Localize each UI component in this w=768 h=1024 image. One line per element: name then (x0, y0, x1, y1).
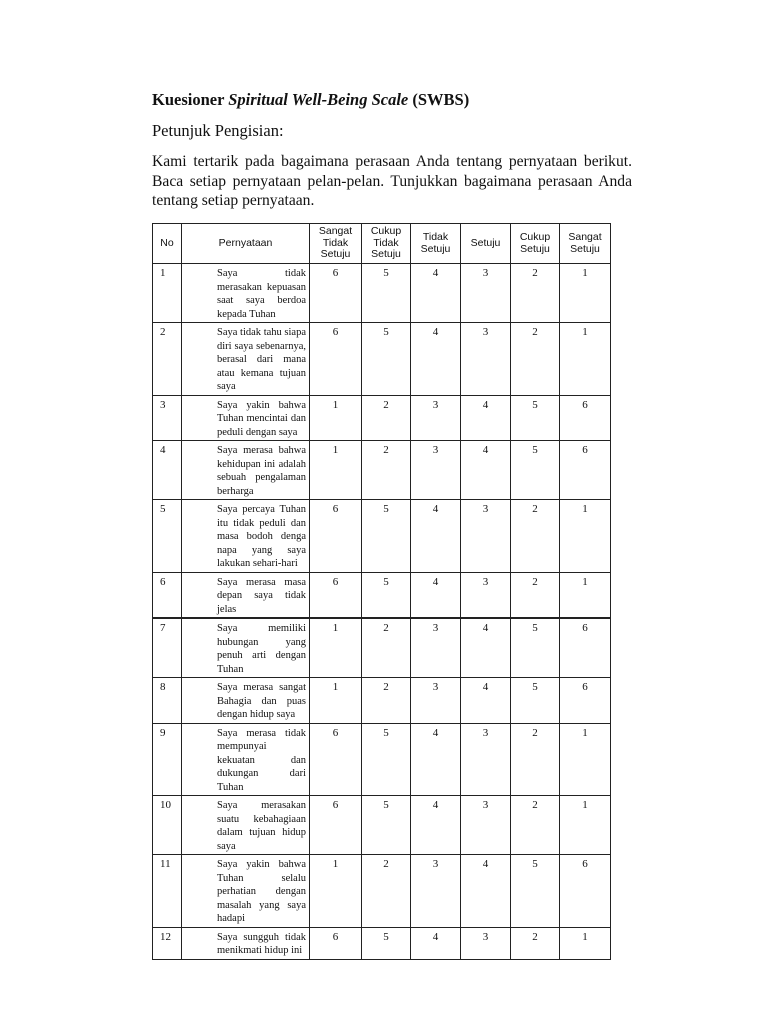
score-cell: 3 (411, 855, 461, 928)
score-cell: 1 (560, 796, 611, 855)
questionnaire-table (152, 223, 611, 960)
score-cell: 5 (511, 441, 560, 500)
score-cell: 2 (362, 441, 411, 500)
score-cell: 5 (362, 323, 411, 396)
column-header-cukup-tidak-setuju: Cukup Tidak Setuju (362, 224, 411, 264)
statement-cell: Saya merasa masa depan saya tidak jelas (182, 572, 310, 618)
statement-cell: Saya tidak tahu siapa diri saya sebenarnya, berasal dari mana atau kemana tujuan saya (182, 323, 310, 396)
score-cell: 2 (511, 500, 560, 573)
score-cell: 1 (310, 441, 362, 500)
score-cell: 5 (362, 500, 411, 573)
score-cell: 3 (411, 441, 461, 500)
score-cell: 4 (461, 441, 511, 500)
table-row (153, 855, 611, 928)
column-header-sangat-setuju: Sangat Setuju (560, 224, 611, 264)
table-row (153, 572, 611, 618)
score-cell: 2 (511, 323, 560, 396)
score-cell: 5 (511, 395, 560, 441)
score-cell: 5 (511, 618, 560, 678)
title-scale-name: Spiritual Well-Being Scale (228, 90, 409, 109)
column-header-tidak-setuju: Tidak Setuju (411, 224, 461, 264)
score-cell: 6 (310, 723, 362, 796)
score-cell: 6 (310, 796, 362, 855)
score-cell: 4 (411, 796, 461, 855)
table-row (153, 500, 611, 573)
score-cell: 6 (560, 678, 611, 724)
column-header-no: No (153, 224, 182, 264)
score-cell: 1 (560, 572, 611, 618)
score-cell: 6 (560, 395, 611, 441)
row-number: 3 (153, 395, 182, 441)
score-cell: 3 (461, 500, 511, 573)
score-cell: 6 (310, 500, 362, 573)
statement-cell: Saya yakin bahwa Tuhan selalu perhatian dengan masalah yang saya hadapi (182, 855, 310, 928)
score-cell: 6 (310, 323, 362, 396)
row-number: 5 (153, 500, 182, 573)
score-cell: 1 (560, 323, 611, 396)
score-cell: 2 (362, 855, 411, 928)
score-cell: 4 (461, 395, 511, 441)
score-cell: 4 (411, 323, 461, 396)
score-cell: 3 (411, 678, 461, 724)
statement-cell: Saya merasa tidak mempunyai kekuatan dan dukungan dari Tuhan (182, 723, 310, 796)
row-number: 11 (153, 855, 182, 928)
table-row (153, 264, 611, 323)
score-cell: 1 (310, 618, 362, 678)
table-row (153, 395, 611, 441)
title-prefix: Kuesioner (152, 90, 229, 109)
score-cell: 2 (511, 796, 560, 855)
score-cell: 5 (362, 572, 411, 618)
row-number: 9 (153, 723, 182, 796)
score-cell: 1 (560, 723, 611, 796)
row-number: 8 (153, 678, 182, 724)
table-row (153, 796, 611, 855)
score-cell: 1 (560, 500, 611, 573)
column-header-cukup-setuju: Cukup Setuju (511, 224, 560, 264)
score-cell: 2 (362, 618, 411, 678)
statement-cell: Saya memiliki hubungan yang penuh arti dengan Tuhan (182, 618, 310, 678)
score-cell: 4 (411, 723, 461, 796)
score-cell: 1 (560, 264, 611, 323)
row-number: 1 (153, 264, 182, 323)
score-cell: 6 (310, 264, 362, 323)
score-cell: 5 (511, 678, 560, 724)
score-cell: 6 (310, 572, 362, 618)
row-number: 6 (153, 572, 182, 618)
score-cell: 2 (511, 264, 560, 323)
score-cell: 2 (511, 723, 560, 796)
score-cell: 4 (461, 855, 511, 928)
row-number: 10 (153, 796, 182, 855)
score-cell: 5 (511, 855, 560, 928)
score-cell: 3 (461, 264, 511, 323)
instructions-heading: Petunjuk Pengisian: (152, 121, 284, 140)
score-cell: 2 (511, 572, 560, 618)
statement-cell: Saya merasakan suatu kebahagiaan dalam tujuan hidup saya (182, 796, 310, 855)
page-title (152, 90, 469, 110)
score-cell: 5 (362, 796, 411, 855)
score-cell: 3 (461, 723, 511, 796)
header-row (153, 224, 611, 264)
table-row (153, 927, 611, 959)
score-cell: 4 (411, 572, 461, 618)
score-cell: 1 (310, 855, 362, 928)
statement-cell: Saya tidak merasakan kepuasan saat saya berdoa kepada Tuhan (182, 264, 310, 323)
score-cell: 4 (461, 678, 511, 724)
score-cell: 4 (461, 618, 511, 678)
score-cell: 3 (461, 796, 511, 855)
score-cell: 6 (310, 927, 362, 959)
score-cell: 3 (411, 618, 461, 678)
table-row (153, 723, 611, 796)
row-number: 7 (153, 618, 182, 678)
table-row (153, 441, 611, 500)
statement-cell: Saya merasa bahwa kehidupan ini adalah sebuah pengalaman berharga (182, 441, 310, 500)
score-cell: 6 (560, 618, 611, 678)
score-cell: 5 (362, 264, 411, 323)
statement-cell: Saya sungguh tidak menikmati hidup ini (182, 927, 310, 959)
score-cell: 4 (411, 927, 461, 959)
instructions-text: Kami tertarik pada bagaimana perasaan Anda tentang pernyataan berikut. Baca setiap pernyataan pelan-pelan. Tunjukkan bagaimana perasaan Anda tentang setiap pernyataan. (152, 153, 632, 209)
statement-cell: Saya yakin bahwa Tuhan mencintai dan peduli dengan saya (182, 395, 310, 441)
row-number: 4 (153, 441, 182, 500)
score-cell: 3 (461, 572, 511, 618)
table-row (153, 678, 611, 724)
score-cell: 1 (310, 678, 362, 724)
score-cell: 6 (560, 441, 611, 500)
score-cell: 2 (511, 927, 560, 959)
score-cell: 1 (310, 395, 362, 441)
statement-cell: Saya percaya Tuhan itu tidak peduli dan masa bodoh denga napa yang saya lakukan sehari-hari (182, 500, 310, 573)
score-cell: 2 (362, 395, 411, 441)
column-header-pernyataan: Pernyataan (182, 224, 310, 264)
score-cell: 6 (560, 855, 611, 928)
score-cell: 4 (411, 264, 461, 323)
score-cell: 4 (411, 500, 461, 573)
column-header-sangat-tidak-setuju: Sangat Tidak Setuju (310, 224, 362, 264)
score-cell: 1 (560, 927, 611, 959)
table-row (153, 323, 611, 396)
column-header-setuju: Setuju (461, 224, 511, 264)
statement-cell: Saya merasa sangat Bahagia dan puas dengan hidup saya (182, 678, 310, 724)
score-cell: 5 (362, 723, 411, 796)
score-cell: 5 (362, 927, 411, 959)
table-row (153, 618, 611, 678)
title-suffix: (SWBS) (408, 90, 470, 109)
score-cell: 2 (362, 678, 411, 724)
score-cell: 3 (461, 323, 511, 396)
score-cell: 3 (411, 395, 461, 441)
score-cell: 3 (461, 927, 511, 959)
row-number: 2 (153, 323, 182, 396)
row-number: 12 (153, 927, 182, 959)
